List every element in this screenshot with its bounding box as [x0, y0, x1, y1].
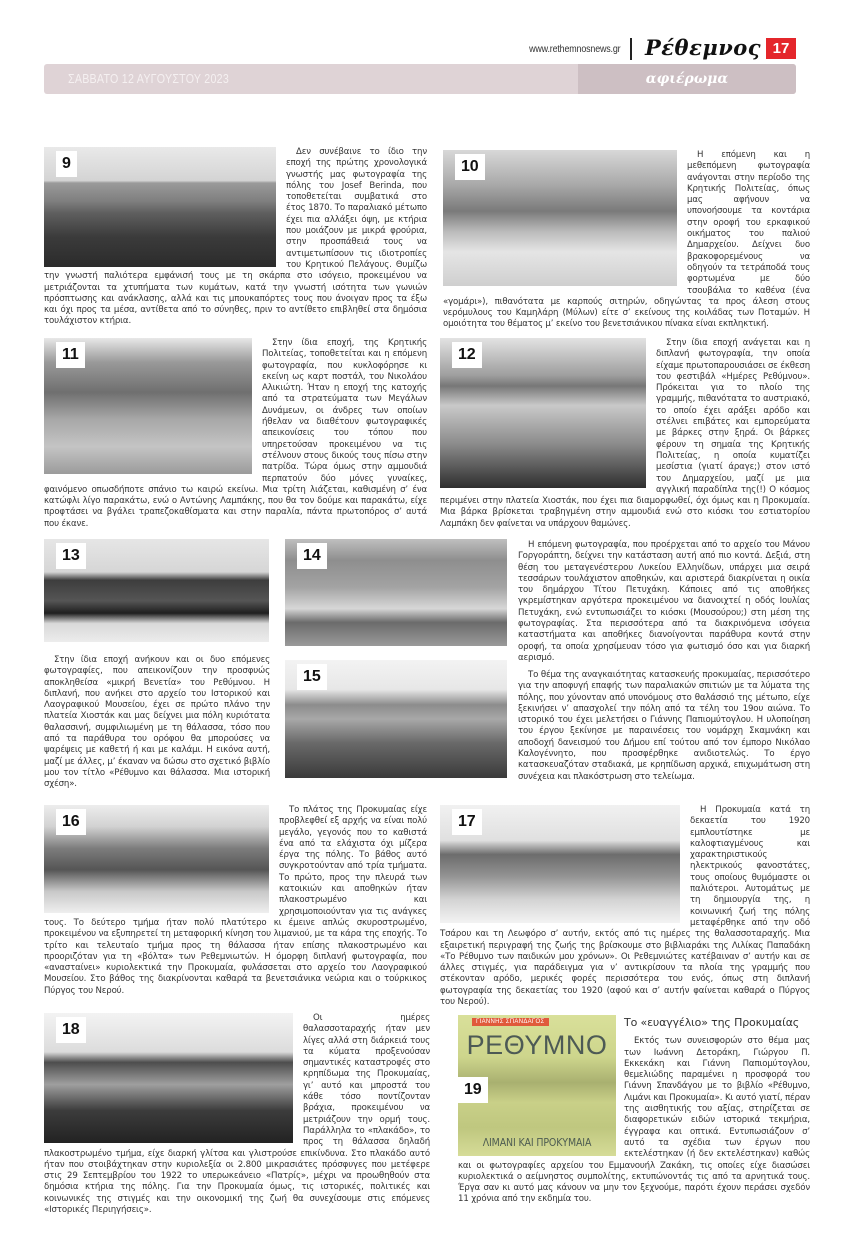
- photo-number-12: 12: [452, 342, 482, 368]
- page-number-badge: 17: [766, 38, 796, 59]
- article-text-block-14: [518, 540, 810, 664]
- article-photo-17: [440, 805, 810, 1008]
- photo-18: [44, 1013, 293, 1143]
- article-text-block-15: [518, 670, 810, 783]
- masthead: [0, 35, 860, 60]
- article-text-14: Η επόμενη φωτογραφία, που προέρχεται από το αρχείο του Μάνου Γοργοράπτη, δείχνει την κατάσταση αυτή από πιο κοντά. Δεξιά, στη θέση του μεταγενέστερου Λυκείου Ελληνίδων, υπάρχει μια σειρά τεσσάρων τουλάχιστον αποθηκών, και αριστερά διακρίνεται η οικία του δημάρχου Τίτου Πετυχάκη. Κάποιες από τις αποθήκες γκρεμίστηκαν αργότερα προκειμένου να διανοιχτεί η οδός Ιουλίας Πετυχάκη, ενώ εντυπωσιάζει το κιόσκι (Μουσούρου;) στη μέση της φωτογραφίας. Στα περισσότερα από τα διακρινόμενα ισόγεια καταστήματα και αποθήκες διανοίγονται παράθυρα κοντά στην οροφή, τα οποία χρησίμευαν τόσο για φωτισμό όσο και για διαρκή αερισμό.: [518, 540, 810, 663]
- photo-9-image: [44, 147, 276, 267]
- article-text-block-13: [44, 655, 270, 791]
- article-text-18: Οι ημέρες θαλασσοταραχής ήταν μεν λίγες αλλά στη διάρκειά τους τα κύματα προξενούσαν σημαντικές καταστροφές στο κρηπίδωμα της Προκυμαίας, γι’ αυτό και μπροστά του κάθε τόσο ποντίζονταν βράχια, προκειμένου να μετριάζουν την ορμή τους. Παράλληλα το «πλακάδο», το προς τη θάλασσα δηλαδή πλακοστρωμένο τμήμα, είχε διαρκή γλίτσα και γλιστρούσε επικίνδυνα. Στο πλακάδο αυτό ήταν που στοιβάχτηκαν στην κυριολεξία οι 2.800 μικρασιάτες πρόσφυγες που μετέφερε στις 29 Σεπτεμβρίου του 1922 το υπερωκεάνειο «Πατρίς», μέχρι να προωθηθούν στα δημόσια κτήρια της πόλης. Για την Προκυμαία όμως, τις ιστορικές, πολιτικές και κοινωνικές της στιγμές και την οικονομική της ζωή θα συνεχίσουμε στις επόμενες «Ιστορικές Περιηγήσεις».: [44, 1013, 430, 1216]
- book-cover-subtitle: ΛΙΜΑΝΙ ΚΑΙ ΠΡΟΚΥΜΑΙΑ: [482, 1137, 592, 1149]
- article-photo-11: [44, 338, 427, 530]
- newspaper-name: Ρέθεμνος: [645, 35, 762, 60]
- photo-14: [285, 539, 507, 646]
- photo-13: [44, 539, 269, 642]
- photo-number-16: 16: [56, 809, 86, 835]
- photo-number-19: 19: [458, 1077, 488, 1103]
- photo-number-9: 9: [56, 151, 77, 177]
- article-text-15: Το θέμα της αναγκαιότητας κατασκευής προκυμαίας, περισσότερο για την αποφυγή επαφής των παραλιακών σπιτιών με τα λύματα της πόλης, που χύνονταν από υπονόμους στο θαλάσσιό της μέτωπο, είχε ξεκινήσει ν’ απασχολεί την πόλη από τα τέλη του 19ου αιώνα. Το ιστορικό του έχει μελετήσει ο Γιάννης Παπιομύτογλου. Η υλοποίηση του έργου ξεκίνησε με παραινέσεις του νομάρχη Σκαμνάκη και αποδοχή δανεισμού του Δήμου επί τούτου από τον έμπορο Νικόλαο Καλογέννητο, που προσφέρθηκε ανιδιοτελώς. Το έργο κατασκευαζόταν σταδιακά, με κρηπίδωση αρχικά, επιχωμάτωση στη συνέχεια και πλακόστρωση στο τελείωμα.: [518, 670, 810, 782]
- article-text-13: Στην ίδια εποχή ανήκουν και οι δυο επόμενες φωτογραφίες, που απεικονίζουν την προσφυώς αποκληθείσα «μικρή Βενετία» του Ρεθύμνου. Η διπλανή, που ανήκει στο αρχείο του Ιστορικού και Λαογραφικού Μουσείου, έχει σε πρώτο πλάνο την πλατεία Χιοστάκ και μας δείχνει μια πόλη κυριότατα θαλασσινή, συμφιλιωμένη με τη θάλασσα, τόσο που από τα παράθυρα του ορόφου θα μπορούσες να ψαρέψεις με καθετή ή και με καλάμι. Η εικόνα αυτή, μαζί με άλλες, μ’ έκαναν να δώσω στο σχετικό βιβλίο μου τον τίτλο «Ρέθυμνο και θάλασσα. Μια ιστορική σχέση».: [44, 655, 270, 790]
- article-text-16: Το πλάτος της Προκυμαίας είχε προβλεφθεί εξ αρχής να είναι πολύ μεγάλο, γεγονός που το καθιστά ένα από τα ελάχιστα όχι μίζερα έργα της πόλης. Το βάθος αυτό συγκροτούνταν από τρία τμήματα. Το πρώτο, προς την πλευρά των κατοικιών και αποθηκών ήταν πλακοστρωμένο και χρησιμοποιούνταν για τις ανάγκες τους. Το δεύτερο τμήμα ήταν πολύ πλατύτερο κι έμεινε απλώς σκυροστρωμένο, προκειμένου να εξυπηρετεί τη μεταφορική κίνηση του λιμανιού, με τα κάρα της εποχής. Το τρίτο και τελευταίο τμήμα προς τη θάλασσα ήταν επίσης πλακοστρωμένο και προοριζόταν για τη «βόλτα» των Ρεθεμνιωτών. Η όμορφη διπλανή φωτογραφία, που «ανασταίνει» κυριολεκτικά την Προκυμαία, φυλάσσεται στο αρχείο του Λαογραφικού Μουσείου. Στο βάθος της διακρίνονται καθαρά τα βενετσιάνικα νεώρια και ο τούρκικος Πύργος του Νερού.: [44, 805, 427, 996]
- article-text-11: Στην ίδια εποχή, της Κρητικής Πολιτείας, τοποθετείται και η επόμενη φωτογραφία, που κυκλοφόρησε κι εκείνη ως καρτ ποστάλ, του Νικολάου Αλικιώτη. Ήταν η εποχή της κατοχής από τα στρατεύματα των Μεγάλων Δυνάμεων, οι άνδρες των οποίων ήθελαν να διαθέτουν φωτογραφικές απεικονίσεις του τόπου που υπηρετούσαν προκειμένου να τις στέλνουν στους δικούς τους πίσω στην πατρίδα. Τώρα όμως στην αμμουδιά περπατούν δύο μόνες γυναίκες, φαινόμενο οπωσδήποτε σπάνιο τω καιρώ εκείνω. Μια τρίτη λιάζεται, καθισμένη σ’ ένα κατώφλι λίγο παρακάτω, ενώ ο Αντώνης Λαμπάκης, που θα τον δούμε και παρακάτω, είχε προφτάσει να βγάλει τραπεζοκαθίσματα και στην παραλία, πάντα πρωτοπόρος σ’ αυτά που έκανε.: [44, 338, 427, 529]
- article-photo-9: [44, 147, 427, 328]
- sidebar-article: [458, 1015, 810, 1206]
- article-text-17: Η Προκυμαία κατά τη δεκαετία του 1920 εμπλουτίστηκε με καλοφτιαγμένους και χαρακτηριστικούς ηλεκτρικούς φανοστάτες, τους οποίους θυμόμαστε οι παλιότεροι. Αυτομάτως με τη δημιουργία της, η κοινωνική ζωή της πόλης μεταφέρθηκε από την οδό Τσάρου και τη Λεωφόρο σ’ αυτήν, εκτός από τις ημέρες της θαλασσοταραχής. Μια εξαιρετική περιγραφή της ζωής της βρίσκουμε στο βιβλιαράκι της Λιλίκας Παπαδάκη «Το Ρέθυμνο των παιδικών μου χρόνων». Οι Ρεθεμνιώτες κατέβαιναν σ’ αυτήν και σε άλλες στιγμές, για παράδειγμα για ν’ αντικρίσουν τα πλοία της γραμμής που στέκονταν αρόδο, μερικές φορές περισσότερα του ενός, όπως στη διπλανή φωτογραφία της δεκαετίας του 1920 (αφού και σ’ αυτήν φαίνεται καθαρά ο Πύργος του Νερού).: [440, 805, 810, 1008]
- article-photo-18: [44, 1013, 430, 1216]
- article-text-12: Στην ίδια εποχή ανάγεται και η διπλανή φωτογραφία, την οποία είχαμε πρωτοπαρουσιάσει σε έκθεση του φεστιβάλ «Ημέρες Ρεθύμνου». Πρόκειται για το πλοίο της γραμμής, πιθανότατα το αυστριακό, το οποίο έχει αράξει αρόδο και στέλνει επιβάτες και εμπορεύματα με βάρκες στην ξηρά. Οι βάρκες φέρουν τη σημαία της Κρητικής Πολιτείας, η οποία κυματίζει μεσίστια (γιατί άραγε;) στον ιστό του Δημαρχείου, μαζί με μια αγγλική παραδίπλα της(!) Ο κόσμος περιμένει στην πλατεία Χιοστάκ, που έχει πια διαμορφωθεί, όχι όμως και η Προκυμαία. Μια βάρκα βρίσκεται τραβηγμένη στην αμμουδιά ενώ στο κιόσκι του εστιατορίου Λαμπάκη δεν φαίνεται να υπάρχουν θαμώνες.: [440, 338, 810, 529]
- photo-11: [44, 338, 252, 474]
- photo-16: [44, 805, 269, 913]
- site-url[interactable]: www.rethemnosnews.gr: [528, 43, 620, 55]
- article-photo-12: [440, 338, 810, 530]
- photo-number-17: 17: [452, 809, 482, 835]
- photo-9: [44, 147, 276, 267]
- photo-10: [443, 150, 677, 286]
- photo-number-13: 13: [56, 543, 86, 569]
- photo-number-11: 11: [56, 342, 85, 368]
- article-text-10: Η επόμενη και η μεθεπόμενη φωτογραφία ανάγονται στην περίοδο της Κρητικής Πολιτείας, όπως μας αφήνουν να υπονοήσουμε τα κοντάρια στην οροφή του ερκαφικού οικήματος του παλιού Δημαρχείου. Δείχνει δυο βρακοφορεμένους να οδηγούν τα τετράποδά τους φορτωμένα με δύο τσουβάλια το καθένα (ένα «γομάρι»), πιθανότατα με καρπούς σιτηρών, οδηγώντας τα προς άλεση στους νερόμυλους του Καμηλάρη (Μύλων) είτε σ’ εκείνους της κοιλάδας των Ποταμών. Η ομοιότητα του θέματος μ’ εκείνο του βενετσιάνικου πίνακα είναι εκπληκτική.: [443, 150, 810, 330]
- sidebar-title: Το «ευαγγέλιο» της Προκυμαίας: [624, 1016, 800, 1029]
- photo-number-18: 18: [56, 1017, 86, 1043]
- photo-15: [285, 660, 507, 778]
- book-cover-title: ΡΕΘΥΜΝΟ: [466, 1030, 608, 1060]
- photo-12: [440, 338, 646, 488]
- issue-date: ΣΑΒΒΑΤΟ 12 ΑΥΓΟΥΣΤΟΥ 2023: [68, 71, 230, 86]
- photo-number-10: 10: [455, 154, 485, 180]
- photo-17: [440, 805, 680, 923]
- sidebar-text: Εκτός των συνεισφορών στο θέμα μας των Ιωάννη Δετοράκη, Γιώργου Π. Εκκεκάκη και Γιάννη Παπιομύτογλου, θεμελιώδης παραμένει η προσφορά του Γιάννη Σπανδάγου με το βιβλίο «Ρέθυμνο, Λιμάνι και Προκυμαία». Κι αυτό γιατί, πέραν της αισθητικής του αξίας, στηρίζεται σε διαφορετικών ειδών ιστορικά τεκμήρια, έγγραφα και οπτικά. Εντυπωσιάζουν σ’ αυτό τα σχέδια των έργων που εκτελέστηκαν (ή δεν εκτελέστηκαν) καθώς και οι φωτογραφίες αρχείου του Εμμανουήλ Ζακάκη, τις οποίες είχε διασώσει κυριολεκτικά ο αείμνηστος συμπολίτης, εκτυπώνοντάς τις από τα αρνητικά τους. Έργα σαν κι αυτό μας κάνουν να μην τον ξεχνούμε, παρότι έχουν περάσει σχεδόν 11 χρόνια από την εκδημία του.: [458, 1036, 810, 1205]
- book-cover: [458, 1015, 616, 1156]
- photo-number-15: 15: [297, 664, 327, 690]
- photo-number-14: 14: [297, 543, 327, 569]
- article-photo-16: [44, 805, 427, 997]
- date-bar: [44, 64, 796, 94]
- article-text-9: Δεν συνέβαινε το ίδιο την εποχή της πρώτης χρονολογικά γνωστής μας φωτογραφία της πόλης του Josef Berinda, που τοποθετείται συμβατικά στο έτος 1870. Το παραλιακό μέτωπο έχει πια αλλάξει όψη, με κτήρια που μοιάζουν με μικρά φρούρια, στην προσπάθειά τους να αντιμετωπίσουν τις ιδιοτροπίες του Κρητικού Πελάγους. Θυμίζω την γνωστή παλιότερα εμφάνισή τους με τη σκάρπα στο ισόγειο, προκειμένου να μετριάζονται τα χτυπήματα των κυμάτων, κατά την γνωστή ισότητα των γωνιών πρόσπτωσης και ανάκλασης, αλλά και τις μπουκαπόρτες τους που άνοιγαν προς τα έξω και όχι προς τα μέσα, αντίθετα από το σύνηθες, πριν το αντίθετο επιβληθεί στα δημόσια τουλάχιστον κτήρια.: [44, 147, 427, 327]
- article-photo-10: [443, 150, 810, 331]
- book-cover-author: ΓΙΑΝΝΗΣ ΣΠΑΝΔΑΓΟΣ: [472, 1018, 549, 1026]
- masthead-divider: [630, 38, 632, 60]
- section-label: αφιέρωμα: [578, 64, 796, 94]
